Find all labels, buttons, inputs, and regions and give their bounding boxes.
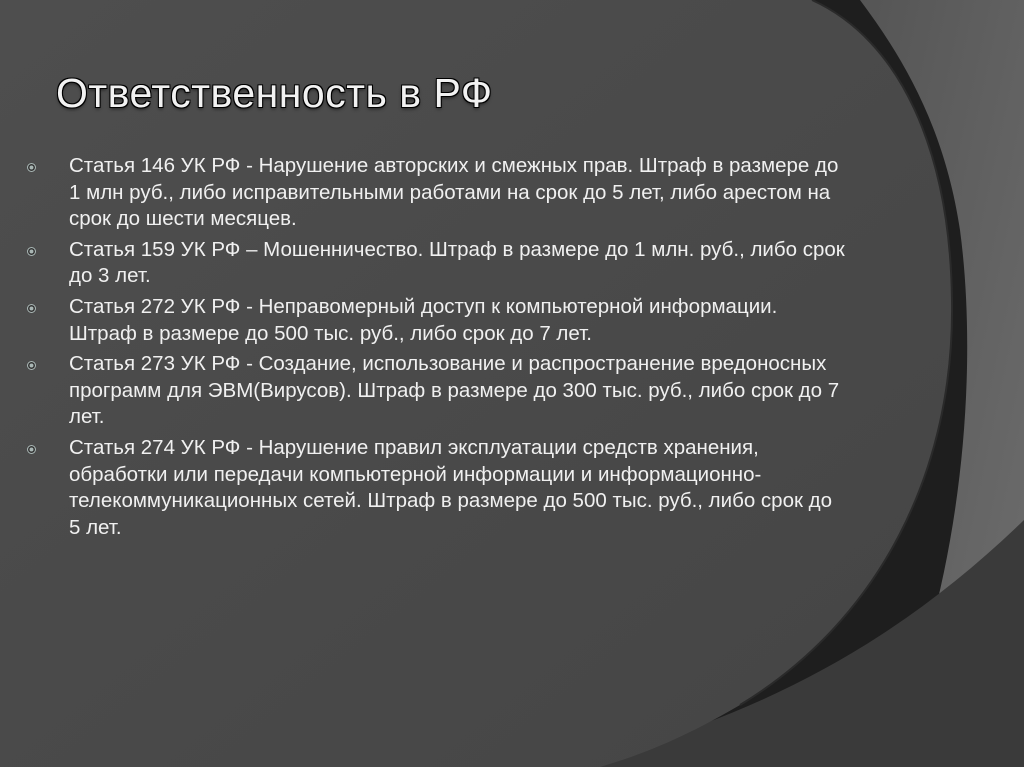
list-item — [26, 435, 846, 541]
list-item-text: Статья 159 УК РФ – Мошенничество. Штраф в размере до 1 млн. руб., либо срок до 3 лет. — [69, 237, 845, 288]
ring-bullet-icon — [27, 247, 36, 256]
list-item-text: Статья 272 УК РФ - Неправомерный доступ к компьютерной информации. Штраф в размере до 500 тыс. руб., либо срок до 7 лет. — [69, 294, 778, 345]
slide-title: Ответственность в РФ — [56, 70, 493, 116]
ring-bullet-icon — [27, 361, 36, 370]
list-item-text: Статья 274 УК РФ - Нарушение правил эксплуатации средств хранения, обработки или передачи компьютерной информации и информационно-телекоммуникационных сетей. Штраф в размере до 500 тыс. руб., либо срок до 5 лет. — [69, 435, 833, 539]
ring-bullet-icon — [27, 445, 36, 454]
ring-bullet-icon — [27, 304, 36, 313]
bullet-list — [26, 153, 846, 545]
list-item-text: Статья 146 УК РФ - Нарушение авторских и смежных прав. Штраф в размере до 1 млн руб., либо исправительными работами на срок до 5 лет, либо арестом на срок до шести месяцев. — [69, 154, 839, 231]
list-item — [26, 294, 846, 347]
ring-bullet-icon — [27, 163, 36, 172]
list-item — [26, 351, 846, 431]
list-item-text: Статья 273 УК РФ - Создание, использование и распространение вредоносных программ для ЭВМ(Вирусов). Штраф в размере до 300 тыс. руб., либо срок до 7 лет. — [69, 352, 840, 429]
list-item — [26, 153, 846, 233]
list-item — [26, 237, 846, 290]
